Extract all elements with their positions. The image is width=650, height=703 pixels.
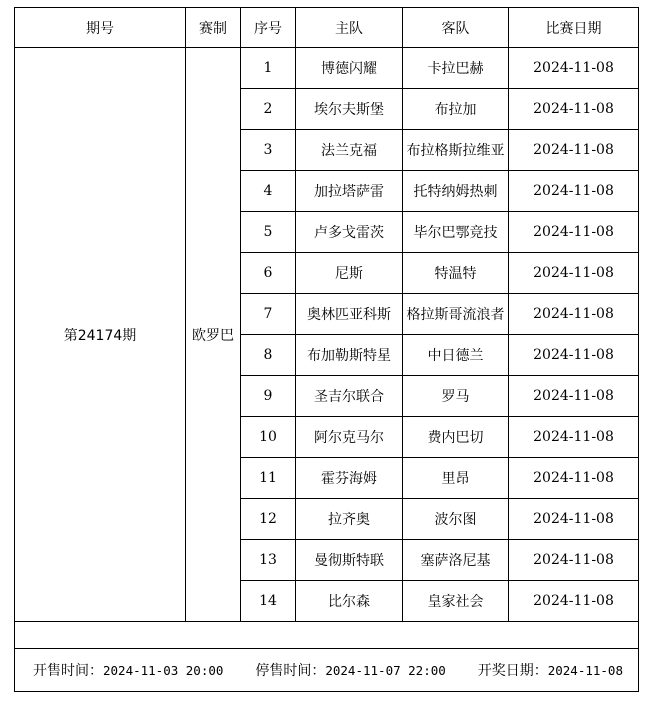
blank-row — [15, 622, 639, 649]
period-cell: 第24174期 — [15, 48, 186, 622]
header-type: 赛制 — [186, 8, 241, 48]
table-row — [15, 48, 639, 89]
match-date-cell: 2024-11-08 — [509, 581, 639, 622]
sale-start-value: 2024-11-03 20:00 — [103, 663, 224, 678]
home-team-cell: 布加勒斯特星 — [296, 335, 403, 376]
home-team-cell: 曼彻斯特联 — [296, 540, 403, 581]
header-row — [15, 8, 639, 48]
match-date-cell: 2024-11-08 — [509, 540, 639, 581]
away-team-cell: 特温特 — [403, 253, 509, 294]
away-team-cell: 皇家社会 — [403, 581, 509, 622]
away-team-cell: 波尔图 — [403, 499, 509, 540]
header-seq: 序号 — [241, 8, 296, 48]
seq-cell: 3 — [241, 130, 296, 171]
header-home: 主队 — [296, 8, 403, 48]
footer-row — [15, 649, 639, 692]
home-team-cell: 奥林匹亚科斯 — [296, 294, 403, 335]
match-date-cell: 2024-11-08 — [509, 130, 639, 171]
seq-cell: 9 — [241, 376, 296, 417]
home-team-cell: 尼斯 — [296, 253, 403, 294]
match-date-cell: 2024-11-08 — [509, 48, 639, 89]
away-team-cell: 托特纳姆热刺 — [403, 171, 509, 212]
home-team-cell: 法兰克福 — [296, 130, 403, 171]
match-date-cell: 2024-11-08 — [509, 212, 639, 253]
match-date-cell: 2024-11-08 — [509, 499, 639, 540]
match-date-cell: 2024-11-08 — [509, 171, 639, 212]
home-team-cell: 霍芬海姆 — [296, 458, 403, 499]
home-team-cell: 圣吉尔联合 — [296, 376, 403, 417]
blank-cell — [15, 622, 639, 649]
seq-cell: 11 — [241, 458, 296, 499]
away-team-cell: 格拉斯哥流浪者 — [403, 294, 509, 335]
header-away: 客队 — [403, 8, 509, 48]
seq-cell: 1 — [241, 48, 296, 89]
away-team-cell: 塞萨洛尼基 — [403, 540, 509, 581]
draw-date — [478, 660, 623, 680]
seq-cell: 2 — [241, 89, 296, 130]
competition-cell: 欧罗巴 — [186, 48, 241, 622]
header-period: 期号 — [15, 8, 186, 48]
home-team-cell: 拉齐奥 — [296, 499, 403, 540]
away-team-cell: 费内巴切 — [403, 417, 509, 458]
seq-cell: 7 — [241, 294, 296, 335]
away-team-cell: 布拉格斯拉维亚 — [403, 130, 509, 171]
home-team-cell: 博德闪耀 — [296, 48, 403, 89]
sale-stop — [255, 660, 445, 680]
away-team-cell: 中日德兰 — [403, 335, 509, 376]
away-team-cell: 布拉加 — [403, 89, 509, 130]
header-date: 比赛日期 — [509, 8, 639, 48]
match-date-cell: 2024-11-08 — [509, 376, 639, 417]
seq-cell: 10 — [241, 417, 296, 458]
match-date-cell: 2024-11-08 — [509, 458, 639, 499]
seq-cell: 8 — [241, 335, 296, 376]
match-date-cell: 2024-11-08 — [509, 335, 639, 376]
home-team-cell: 卢多戈雷茨 — [296, 212, 403, 253]
match-date-cell: 2024-11-08 — [509, 89, 639, 130]
draw-date-label: 开奖日期： — [477, 663, 548, 679]
home-team-cell: 比尔森 — [296, 581, 403, 622]
away-team-cell: 罗马 — [403, 376, 509, 417]
sale-stop-value: 2024-11-07 22:00 — [325, 663, 446, 678]
seq-cell: 14 — [241, 581, 296, 622]
footer-cell — [15, 649, 639, 692]
sale-stop-label: 停售时间： — [255, 663, 326, 679]
seq-cell: 4 — [241, 171, 296, 212]
draw-date-value: 2024-11-08 — [547, 663, 623, 678]
home-team-cell: 阿尔克马尔 — [296, 417, 403, 458]
match-date-cell: 2024-11-08 — [509, 294, 639, 335]
seq-cell: 5 — [241, 212, 296, 253]
sale-start — [33, 660, 223, 680]
match-schedule-table — [14, 7, 639, 692]
match-date-cell: 2024-11-08 — [509, 253, 639, 294]
match-date-cell: 2024-11-08 — [509, 417, 639, 458]
home-team-cell: 埃尔夫斯堡 — [296, 89, 403, 130]
home-team-cell: 加拉塔萨雷 — [296, 171, 403, 212]
seq-cell: 13 — [241, 540, 296, 581]
sale-start-label: 开售时间： — [33, 663, 103, 679]
seq-cell: 12 — [241, 499, 296, 540]
away-team-cell: 里昂 — [403, 458, 509, 499]
away-team-cell: 卡拉巴赫 — [403, 48, 509, 89]
away-team-cell: 毕尔巴鄂竞技 — [403, 212, 509, 253]
seq-cell: 6 — [241, 253, 296, 294]
